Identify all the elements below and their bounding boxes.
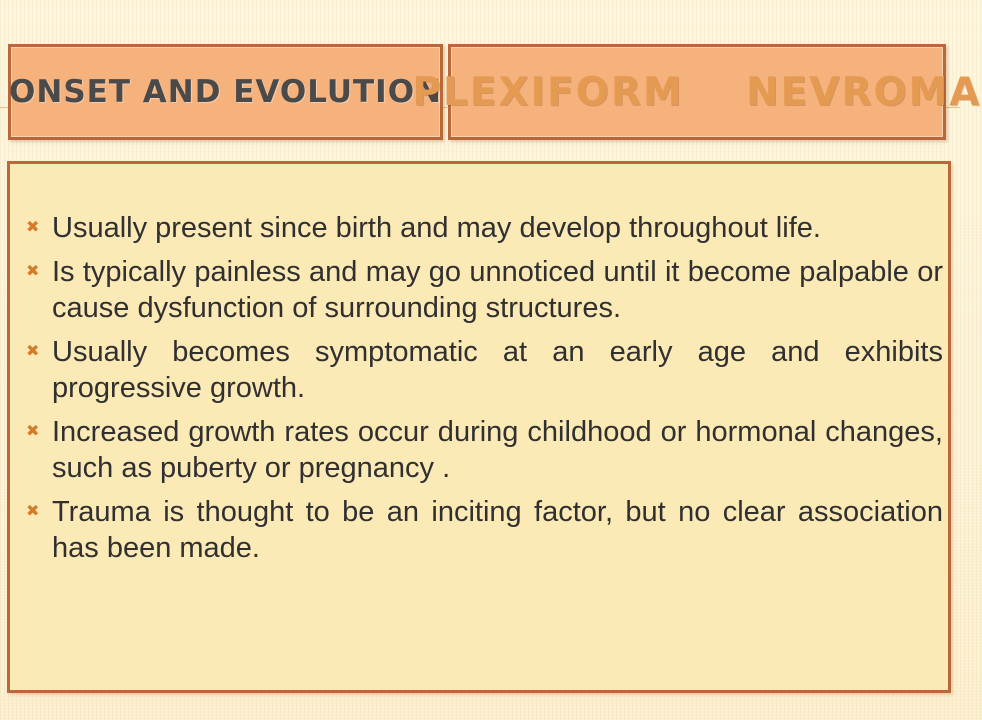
bullet-text: Is typically painless and may go unnoticed until it become palpable or cause dysfunction of surrounding structures. — [52, 256, 943, 324]
content-box — [7, 161, 951, 693]
bullet-item — [26, 254, 943, 326]
x-mark-icon: ✖ — [26, 423, 40, 440]
x-mark-icon: ✖ — [26, 219, 40, 236]
slide-title-right: PLEXIFORM NEVROMA — [412, 69, 982, 115]
x-mark-icon: ✖ — [26, 263, 40, 280]
bullet-list — [26, 210, 943, 574]
bullet-item — [26, 414, 943, 486]
bullet-text: Usually becomes symptomatic at an early age and exhibits progressive growth. — [52, 336, 943, 404]
x-mark-icon: ✖ — [26, 343, 40, 360]
bullet-text: Trauma is thought to be an inciting factor, but no clear association has been made. — [52, 496, 943, 564]
slide-title-left: ONSET AND EVOLUTION — [9, 74, 442, 110]
bullet-text: Usually present since birth and may develop throughout life. — [52, 212, 821, 244]
bullet-item — [26, 334, 943, 406]
title-box-right — [412, 44, 982, 140]
bullet-item — [26, 210, 943, 246]
bullet-text: Increased growth rates occur during childhood or hormonal changes, such as puberty or pregnancy . — [52, 416, 943, 484]
title-box-left — [8, 44, 443, 140]
bullet-item — [26, 494, 943, 566]
x-mark-icon: ✖ — [26, 503, 40, 520]
